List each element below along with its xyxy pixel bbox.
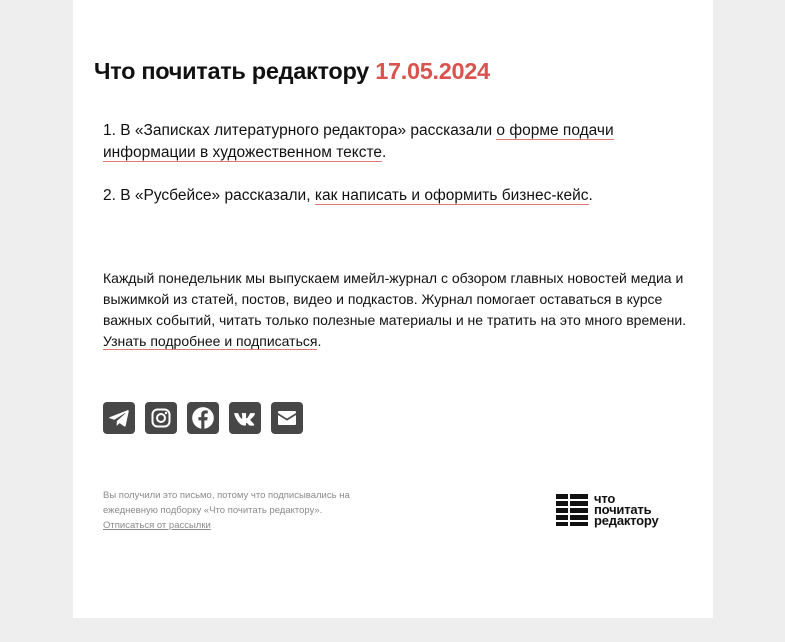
- unsubscribe-link[interactable]: Отписаться от рассылки: [103, 520, 211, 531]
- telegram-button[interactable]: [103, 402, 135, 434]
- item-text: В «Русбейсе» рассказали,: [120, 187, 311, 204]
- title-text: Что почитать редактору: [94, 58, 369, 84]
- social-links: [103, 402, 303, 434]
- logo-line: редактору: [594, 513, 659, 528]
- vk-button[interactable]: [229, 402, 261, 434]
- subscribe-link[interactable]: Узнать подробнее и подписаться: [103, 333, 318, 349]
- title-date: 17.05.2024: [375, 58, 490, 84]
- logo-stripes-icon: [556, 494, 588, 526]
- logo-line: почитать: [594, 502, 652, 517]
- email-button[interactable]: [271, 402, 303, 434]
- item-punct: .: [382, 144, 387, 161]
- item-number: 2.: [103, 187, 116, 204]
- instagram-icon: [149, 406, 173, 430]
- article-link[interactable]: как написать и оформить бизнес-кейс: [314, 187, 589, 204]
- mail-icon: [275, 406, 299, 430]
- article-link[interactable]: о форме подачи информации в художественном тексте: [103, 122, 614, 161]
- about-text: Каждый понедельник мы выпускаем имейл-журнал с обзором главных новостей медиа и выжимкой из статей, постов, видео и подкастов. Журнал помогает оставаться в курсе важных событий, читать только полезные материалы и не тратить на это много времени.: [103, 270, 687, 328]
- about-paragraph: [103, 268, 688, 352]
- item-punct: .: [588, 187, 593, 204]
- item-number: 1.: [103, 122, 116, 139]
- email-title: [94, 58, 490, 85]
- about-punct: .: [317, 333, 322, 349]
- item-text: В «Записках литературного редактора» рассказали: [120, 122, 493, 139]
- legal-text: Вы получили это письмо, потому что подписывались на ежедневную подборку «Что почитать редактору».: [103, 490, 350, 516]
- logo-wordmark: [594, 493, 659, 526]
- telegram-icon: [107, 406, 131, 430]
- logo-line: что: [594, 491, 616, 506]
- instagram-button[interactable]: [145, 402, 177, 434]
- footer-legal: [103, 488, 393, 533]
- facebook-icon: [190, 405, 216, 431]
- facebook-button[interactable]: [187, 402, 219, 434]
- list-item: [103, 185, 663, 207]
- list-item: [103, 120, 663, 164]
- brand-logo: [556, 493, 659, 526]
- email-card: [73, 0, 713, 618]
- vk-icon: [232, 405, 258, 431]
- article-list: [103, 120, 663, 228]
